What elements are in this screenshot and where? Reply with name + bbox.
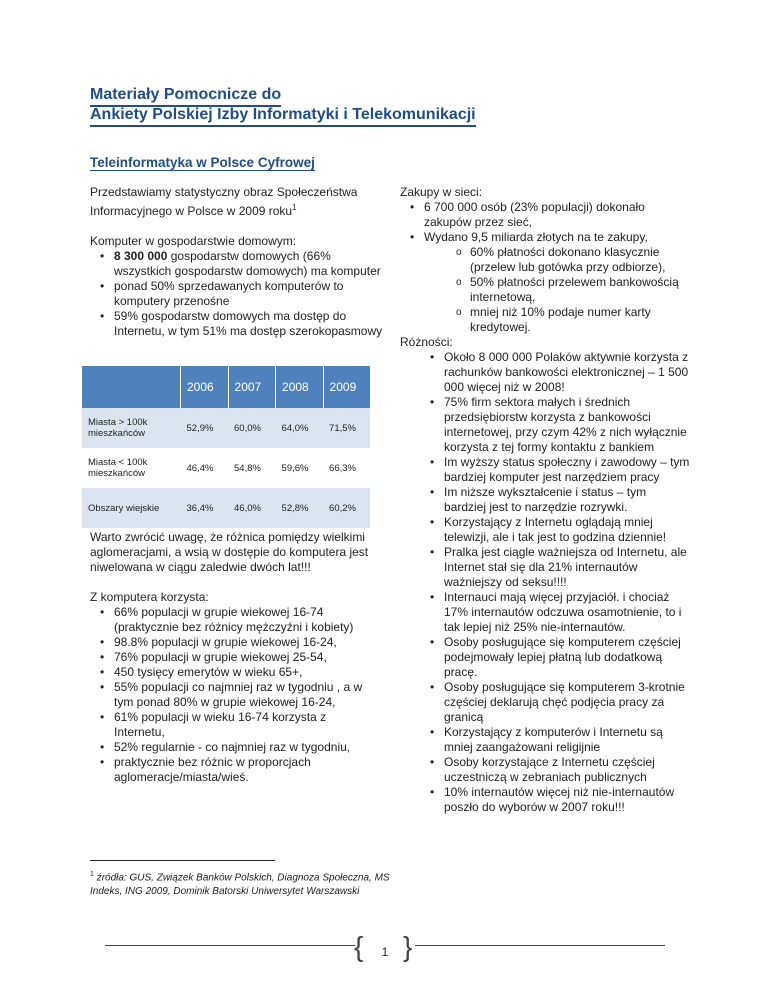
- page-number-brace-right: }: [403, 931, 413, 962]
- list-item: • 8 300 000 gospodarstw domowych (66% wszystkich gospodarstw domowych) ma komputer: [114, 249, 390, 279]
- list-item: • 6 700 000 osób (23% populacji) dokonało zakupów przez sieć,: [424, 200, 690, 230]
- left-column: [90, 185, 390, 339]
- list-item: • 55% populacji co najmniej raz w tygodniu , a w tym ponad 80% w grupie wiekowej 16-24,: [114, 680, 370, 710]
- list-item: • 75% firm sektora małych i średnich przedsiębiorstw korzysta z bankowości internetowej, przy czym 42% z nich wyłącznie korzysta z tej formy kontaktu z bankiem: [444, 395, 690, 455]
- list-item: • Internauci mają więcej przyjaciół. i chociaż 17% internautów odczuwa osamotnienie, to i tak lepiej niż 25% nie-internautów.: [444, 590, 690, 635]
- sublist-item: o 50% płatności przelewem bankowością internetową,: [470, 275, 690, 305]
- list-item: • Im niższe wykształcenie i status – tym bardziej jest to narzędzie rozrywki.: [444, 485, 690, 515]
- table-header-row: [82, 366, 370, 408]
- table-cell: 52,9%: [181, 408, 229, 448]
- table-header-cell: 2007: [228, 366, 276, 408]
- row-label: Obszary wiejskie: [82, 488, 181, 528]
- payment-sublist: [400, 245, 690, 335]
- list-item: • 98.8% populacji w grupie wiekowej 16-24,: [114, 635, 370, 650]
- list-item: • 66% populacji w grupie wiekowej 16-74 (praktycznie bez różnicy mężczyźni i kobiety): [114, 605, 370, 635]
- page-number-brace-left: {: [354, 931, 364, 962]
- page-number: 1: [381, 945, 389, 959]
- list-item: • 61% populacji w wieku 16-74 korzysta z Internetu,: [114, 710, 370, 740]
- note-paragraph: Warto zwrócić uwagę, że różnica pomiędzy wielkimi aglomeracjami, a wsią w dostępie do komputera jest niwelowana w ciągu zaledwie dwóch lat!!!: [90, 530, 369, 574]
- differences-heading: Różności:: [400, 335, 453, 349]
- table-cell: 46,4%: [186, 462, 214, 474]
- list-item: • Około 8 000 000 Polaków aktywnie korzysta z rachunków bankowości elektronicznej – 1 500 000 więcej niż w 2008!: [444, 350, 690, 395]
- list-item: • Osoby korzystające z Internetu częściej uczestniczą w zebraniach publicznych: [444, 755, 690, 785]
- household-heading: Komputer w gospodarstwie domowym:: [90, 234, 297, 248]
- table-cell: 66,3%: [329, 462, 356, 474]
- footnote: $^1$ źródła: GUS, Związek Banków Polskich, Diagnoza Społeczna, MS Indeks, ING 2009, Dominik Batorski Uniwersytet Warszawski: [90, 871, 390, 898]
- section-title: Teleinformatyka w Polsce Cyfrowej: [90, 155, 315, 170]
- list-item: • Osoby posługujące się komputerem częściej podejmowały lepiej płatną lub dodatkową pracę.: [444, 635, 690, 680]
- list-item: • 52% regularnie - co najmniej raz w tygodniu,: [114, 740, 370, 755]
- table-cell: 46,0%: [228, 488, 276, 528]
- list-item: • Wydano 9,5 miliarda złotych na te zakupy,: [424, 230, 690, 245]
- table-row: [82, 408, 370, 448]
- list-item: • Im wyższy status społeczny i zawodowy – tym bardziej komputer jest narzędziem pracy: [444, 455, 690, 485]
- footnote-number: 1: [90, 871, 94, 878]
- sublist-item: o mniej niż 10% podaje numer karty kredytowej.: [470, 305, 690, 335]
- list-item: • 59% gospodarstw domowych ma dostęp do Internetu, w tym 51% ma dostęp szerokopasmowy: [114, 309, 390, 339]
- internet-access-table: [82, 366, 370, 528]
- right-column: [400, 185, 690, 815]
- title-line-2: Ankiety Polskiej Izby Informatyki i Telekomunikacji: [90, 105, 476, 127]
- list-item: • Korzystający z komputerów i Internetu są mniej zaangażowani religijnie: [444, 725, 690, 755]
- table-header-cell: 2008: [276, 366, 324, 408]
- list-item: • ponad 50% sprzedawanych komputerów to komputery przenośne: [114, 279, 390, 309]
- page-footer-line-right: [415, 945, 665, 946]
- list-item: • 450 tysięcy emerytów w wieku 65+,: [114, 665, 370, 680]
- table-cell: 64,0%: [276, 408, 324, 448]
- table-cell: 59,6%: [281, 462, 309, 474]
- list-item: • 10% internautów więcej niż nie-internautów poszło do wyborów w 2007 roku!!!: [444, 785, 690, 815]
- table-header-cell: [82, 366, 181, 408]
- shopping-list: [400, 200, 690, 245]
- footnote-marker: 1: [292, 203, 297, 212]
- table-cell: 36,4%: [181, 488, 229, 528]
- footnote-separator: [90, 860, 275, 861]
- table-cell: 54,8%: [234, 462, 261, 474]
- table-header-cell: 2009: [323, 366, 370, 408]
- table-cell: 71,5%: [323, 408, 370, 448]
- sublist-item: o 60% płatności dokonano klasycznie (przelew lub gotówka przy odbiorze),: [470, 245, 690, 275]
- table-row: [82, 488, 370, 528]
- list-item: • Korzystający z Internetu oglądają mniej telewizji, ale i tak jest to godzina dziennie!: [444, 515, 690, 545]
- list-item: • Osoby posługujące się komputerem 3-krotnie częściej deklarują chęć podjęcia pracy za granicą: [444, 680, 690, 725]
- intro-paragraph: Przedstawiamy statystyczny obraz Społeczeństwa Informacyjnego w Polsce w 2009 roku$^1$: [90, 185, 358, 218]
- table-cell: 52,8%: [276, 488, 324, 528]
- usage-heading: Z komputera korzysta:: [90, 590, 209, 604]
- table-cell: 60,2%: [323, 488, 370, 528]
- table-cell: 60,0%: [228, 408, 276, 448]
- household-list: [90, 249, 390, 339]
- differences-list: [400, 350, 690, 815]
- list-item: • Pralka jest ciągle ważniejsza od Internetu, ale Internet stał się dla 21% internautów ważniejszy od seksu!!!!: [444, 545, 690, 590]
- row-label: Miasta > 100k mieszkańców: [82, 408, 181, 448]
- left-column-bottom: [90, 530, 370, 785]
- list-item: • 76% populacji w grupie wiekowej 25-54,: [114, 650, 370, 665]
- row-label: Miasta < 100k mieszkańców: [88, 457, 148, 479]
- table-header-cell: 2006: [181, 366, 229, 408]
- title-line-1: Materiały Pomocnicze do: [90, 85, 281, 107]
- shopping-heading: Zakupy w sieci:: [400, 185, 483, 199]
- list-item: • praktycznie bez różnic w proporcjach aglomeracje/miasta/wieś.: [114, 755, 370, 785]
- usage-list: [90, 605, 370, 785]
- table-row: [82, 448, 370, 488]
- page-footer-line-left: [105, 945, 355, 946]
